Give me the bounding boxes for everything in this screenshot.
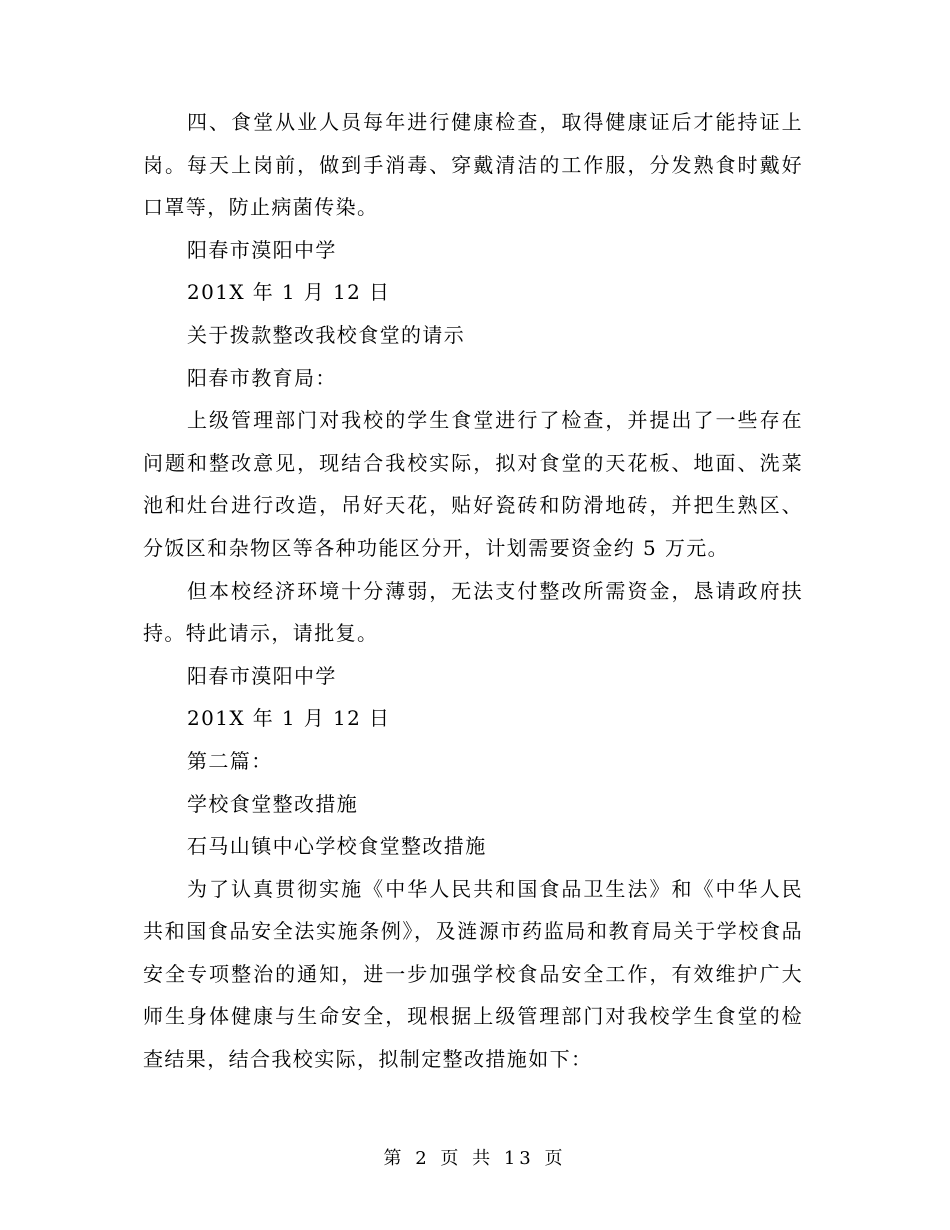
article-title: 学校食堂整改措施	[187, 791, 359, 816]
paragraph-staff-health: 四、食堂从业人员每年进行健康检查，取得健康证后才能持证上岗。每天上岗前，做到手消毒、穿戴清洁的工作服，分发熟食时戴好口罩等，防止病菌传染。	[143, 110, 803, 220]
signature-date-2: 201X 年 1 月 12 日	[187, 706, 391, 731]
paragraph-funding-request: 但本校经济环境十分薄弱，无法支付整改所需资金，恳请政府扶持。特此请示，请批复。	[143, 578, 803, 646]
page-number-footer: 第 2 页 共 13 页	[383, 1148, 567, 1169]
article-subtitle: 石马山镇中心学校食堂整改措施	[187, 834, 487, 859]
signature-school-1: 阳春市漠阳中学	[187, 237, 337, 262]
paragraph-inspection: 上级管理部门对我校的学生食堂进行了检查，并提出了一些存在问题和整改意见，现结合我校实际，拟对食堂的天花板、地面、洗菜池和灶台进行改造，吊好天花，贴好瓷砖和防滑地砖，并把生熟区、分饭区和杂物区等各种功能区分开，计划需要资金约 5 万元。	[143, 408, 803, 560]
request-title: 关于拨款整改我校食堂的请示	[187, 322, 466, 347]
signature-school-2: 阳春市漠阳中学	[187, 663, 337, 688]
section-heading: 第二篇：	[187, 748, 273, 773]
recipient-line: 阳春市教育局：	[187, 365, 337, 390]
paragraph-intro: 为了认真贯彻实施《中华人民共和国食品卫生法》和《中华人民共和国食品安全法实施条例》，及涟源市药监局和教育局关于学校食品安全专项整治的通知，进一步加强学校食品安全工作，有效维护广大师生身体健康与生命安全，现根据上级管理部门对我校学生食堂的检查结果，结合我校实际，拟制定整改措施如下：	[143, 876, 803, 1072]
signature-date-1: 201X 年 1 月 12 日	[187, 280, 391, 305]
document-body	[143, 101, 803, 1081]
